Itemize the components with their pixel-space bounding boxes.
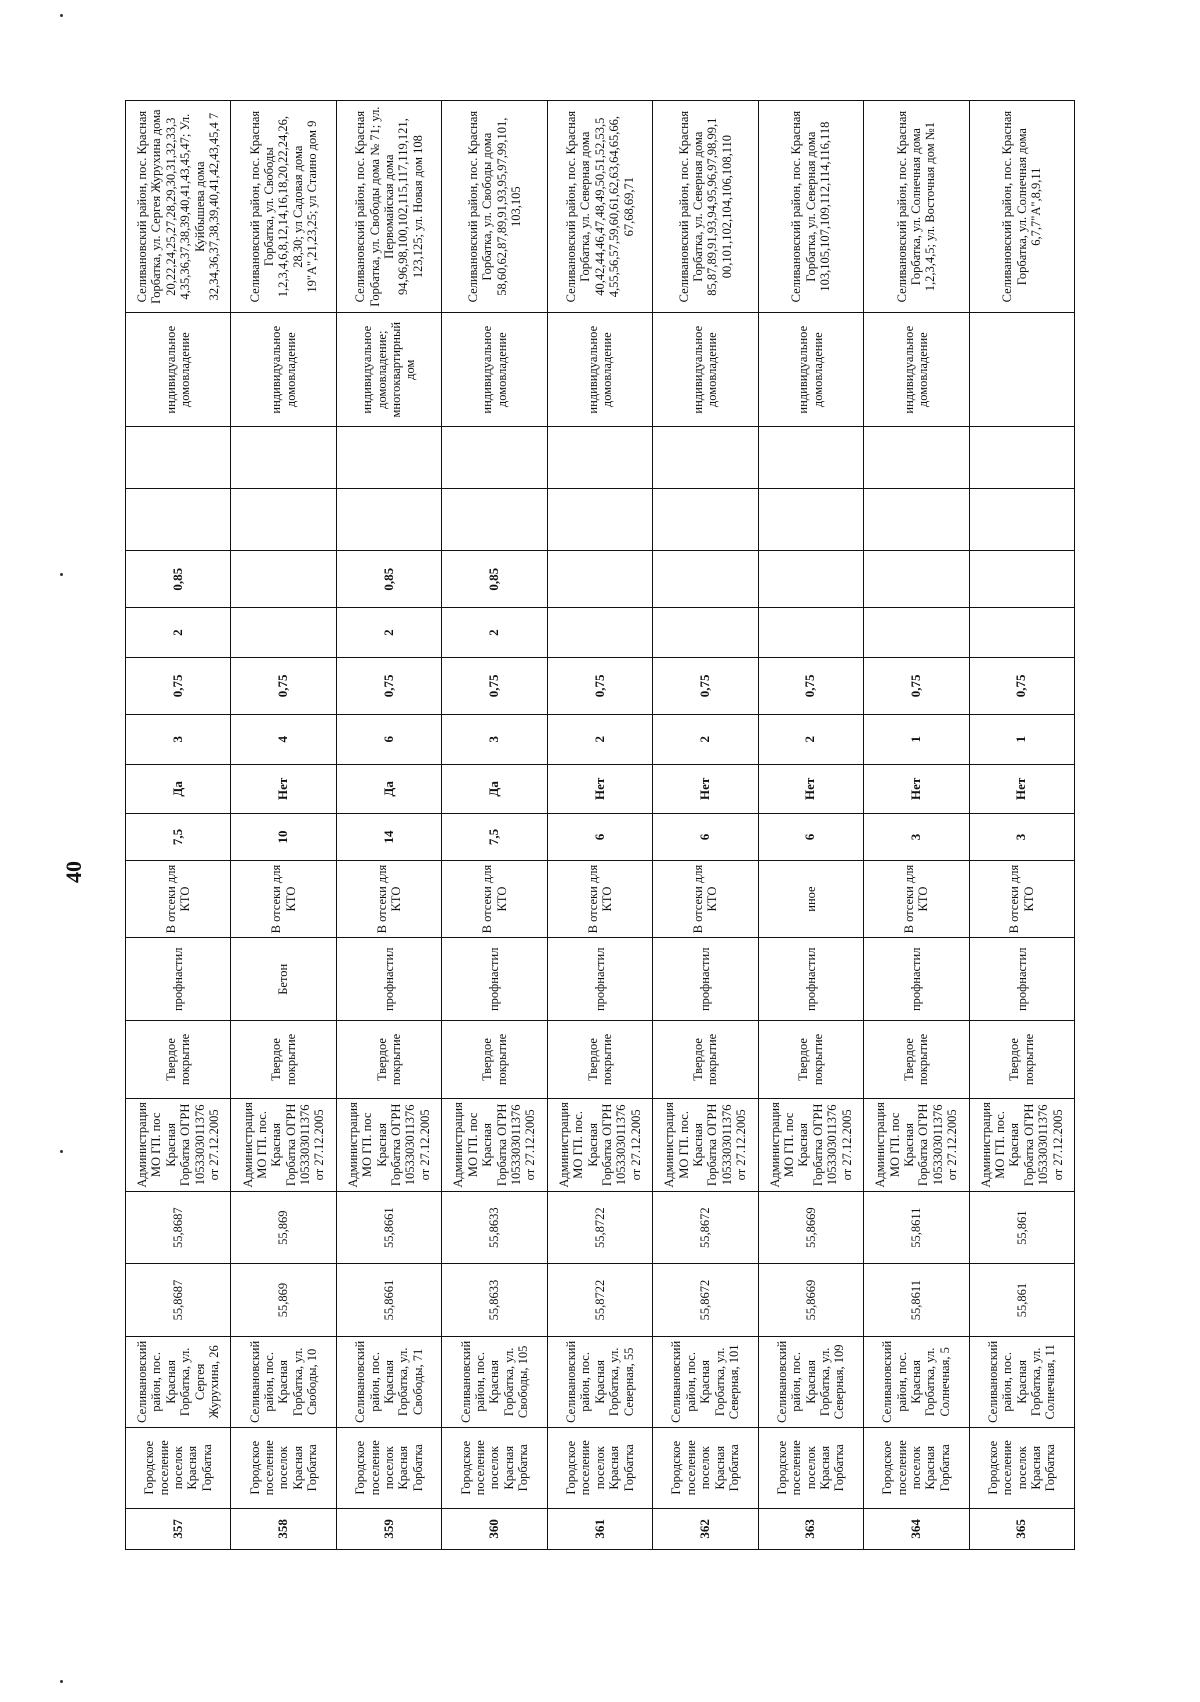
container-count-cell: 6 <box>336 714 441 764</box>
latitude-cell: 55,8611 <box>864 1264 969 1336</box>
planned-volume-cell <box>336 427 441 489</box>
container-volume-2-cell <box>864 551 969 608</box>
canopy-cell: Да <box>126 764 231 814</box>
served-addresses-cell: Селивановский район, пос. Красная Горбатка, ул. Свободы дома № 71; ул. Первомайская дома 94,96,98,100,102,115,117,119,121, 123,125; ул. Новая дом 108 <box>336 101 441 313</box>
planned-count-cell <box>442 489 547 551</box>
surface-cell: Твердое покрытие <box>442 1021 547 1099</box>
owner-cell: Администрация МО ГП. пос Красная Горбатка ОГРН 1053303011376 от 27.12.2005 <box>336 1098 441 1191</box>
location-cell: Селивановский район, пос. Красная Горбатка, ул. Солнечная, 5 <box>864 1336 969 1427</box>
municipality-cell: Городское поселение поселок Красная Горбатка <box>653 1427 758 1508</box>
container-volume-cell: 0,75 <box>336 657 441 714</box>
waste-source-cell: индивидуальное домовладение <box>864 313 969 427</box>
table-row <box>758 101 863 1550</box>
planned-volume-cell <box>231 427 336 489</box>
container-volume-2-cell: 0,85 <box>336 551 441 608</box>
canopy-cell: Нет <box>864 764 969 814</box>
longitude-cell: 55,869 <box>231 1191 336 1263</box>
served-addresses-cell: Селивановский район, пос. Красная Горбатка, ул. Солнечная дома 1,2,3,4,5; ул. Восточная дом №1 <box>864 101 969 313</box>
waste-source-cell <box>969 313 1075 427</box>
area-cell: 7,5 <box>442 814 547 861</box>
scan-speck <box>60 573 63 576</box>
planned-count-cell <box>547 489 652 551</box>
container-count-2-cell <box>864 608 969 658</box>
container-volume-2-cell: 0,85 <box>442 551 547 608</box>
canopy-cell: Да <box>336 764 441 814</box>
container-count-2-cell <box>231 608 336 658</box>
fence-material-cell: профнастил <box>969 938 1075 1021</box>
table-row <box>336 101 441 1550</box>
latitude-cell: 55,8672 <box>653 1264 758 1336</box>
longitude-cell: 55,8611 <box>864 1191 969 1263</box>
area-cell: 6 <box>547 814 652 861</box>
latitude-cell: 55,869 <box>231 1264 336 1336</box>
container-count-2-cell: 2 <box>336 608 441 658</box>
served-addresses-cell: Селивановский район, пос. Красная Горбатка, ул. Свободы дома 58,60,62,87,89,91,93,95,97,99,101, 103,105 <box>442 101 547 313</box>
area-cell: 7,5 <box>126 814 231 861</box>
container-count-cell: 2 <box>547 714 652 764</box>
planned-volume-cell <box>442 427 547 489</box>
planned-count-cell <box>653 489 758 551</box>
owner-cell: Администрация МО ГП. пос. Красная Горбатка ОГРН 1053303011376 от 27.12.2005 <box>653 1098 758 1191</box>
planned-volume-cell <box>547 427 652 489</box>
waste-source-cell: индивидуальное домовладение <box>547 313 652 427</box>
latitude-cell: 55,861 <box>969 1264 1075 1336</box>
scan-speck <box>60 14 63 17</box>
surface-cell: Твердое покрытие <box>969 1021 1075 1099</box>
container-count-2-cell: 2 <box>126 608 231 658</box>
owner-cell: Администрация МО ГП. пос Красная Горбатка ОГРН 1053303011376 от 27.12.2005 <box>442 1098 547 1191</box>
container-volume-cell: 0,75 <box>653 657 758 714</box>
surface-cell: Твердое покрытие <box>231 1021 336 1099</box>
site-type-cell: В отсеки для КТО <box>442 860 547 938</box>
latitude-cell: 55,8722 <box>547 1264 652 1336</box>
site-type-cell: В отсеки для КТО <box>653 860 758 938</box>
owner-cell: Администрация МО ГП. пос Красная Горбатка ОГРН 1053303011376 от 27.12.2005 <box>126 1098 231 1191</box>
surface-cell: Твердое покрытие <box>653 1021 758 1099</box>
scan-speck <box>60 1680 63 1683</box>
table-row <box>969 101 1075 1550</box>
planned-count-cell <box>758 489 863 551</box>
latitude-cell: 55,8661 <box>336 1264 441 1336</box>
municipality-cell: Городское поселение поселок Красная Горбатка <box>126 1427 231 1508</box>
table-row <box>231 101 336 1550</box>
longitude-cell: 55,8722 <box>547 1191 652 1263</box>
site-type-cell: В отсеки для КТО <box>864 860 969 938</box>
fence-material-cell: профнастил <box>442 938 547 1021</box>
municipality-cell: Городское поселение поселок Красная Горбатка <box>969 1427 1075 1508</box>
location-cell: Селивановский район, пос. Красная Горбатка, ул. Сергея Журухина, 26 <box>126 1336 231 1427</box>
container-volume-2-cell <box>547 551 652 608</box>
row-number: 361 <box>547 1508 652 1549</box>
area-cell: 3 <box>969 814 1075 861</box>
longitude-cell: 55,8661 <box>336 1191 441 1263</box>
latitude-cell: 55,8687 <box>126 1264 231 1336</box>
served-addresses-cell: Селивановский район, пос. Красная Горбатка, ул. Сергея Журухина дома 20,22,24,25,27,28,29,30,31,32,33,3 4,35,36,37,38,39,40,41,43,45,47; Ул. Куйбышева дома 32,34,36,37,38,39,40,41,42,43,45,4 7 <box>126 101 231 313</box>
container-count-2-cell <box>758 608 863 658</box>
row-number: 359 <box>336 1508 441 1549</box>
container-volume-cell: 0,75 <box>864 657 969 714</box>
surface-cell: Твердое покрытие <box>126 1021 231 1099</box>
location-cell: Селивановский район, пос. Красная Горбатка, ул. Свободы, 10 <box>231 1336 336 1427</box>
fence-material-cell: Бетон <box>231 938 336 1021</box>
owner-cell: Администрация МО ГП. пос Красная Горбатка ОГРН 1053303011376 от 27.12.2005 <box>864 1098 969 1191</box>
waste-source-cell: индивидуальное домовладение; многоквартирный дом <box>336 313 441 427</box>
container-count-cell: 2 <box>758 714 863 764</box>
surface-cell: Твердое покрытие <box>758 1021 863 1099</box>
waste-source-cell: индивидуальное домовладение <box>653 313 758 427</box>
municipality-cell: Городское поселение поселок Красная Горбатка <box>864 1427 969 1508</box>
owner-cell: Администрация МО ГП. пос. Красная Горбатка ОГРН 1053303011376 от 27.12.2005 <box>969 1098 1075 1191</box>
owner-cell: Администрация МО ГП. пос. Красная Горбатка ОГРН 1053303011376 от 27.12.2005 <box>547 1098 652 1191</box>
scan-speck <box>60 1150 63 1153</box>
site-type-cell: В отсеки для КТО <box>336 860 441 938</box>
surface-cell: Твердое покрытие <box>336 1021 441 1099</box>
container-volume-cell: 0,75 <box>126 657 231 714</box>
planned-volume-cell <box>758 427 863 489</box>
planned-count-cell <box>864 489 969 551</box>
page-number: 40 <box>61 861 86 883</box>
waste-source-cell: индивидуальное домовладение <box>758 313 863 427</box>
container-volume-2-cell <box>653 551 758 608</box>
container-count-2-cell <box>653 608 758 658</box>
latitude-cell: 55,8669 <box>758 1264 863 1336</box>
fence-material-cell: профнастил <box>653 938 758 1021</box>
surface-cell: Твердое покрытие <box>864 1021 969 1099</box>
owner-cell: Администрация МО ГП. пос Красная Горбатка ОГРН 1053303011376 от 27.12.2005 <box>758 1098 863 1191</box>
longitude-cell: 55,8633 <box>442 1191 547 1263</box>
waste-sites-table <box>125 100 1075 1550</box>
table-body <box>126 101 1075 1550</box>
canopy-cell: Нет <box>758 764 863 814</box>
fence-material-cell: профнастил <box>336 938 441 1021</box>
surface-cell: Твердое покрытие <box>547 1021 652 1099</box>
fence-material-cell: профнастил <box>864 938 969 1021</box>
planned-count-cell <box>126 489 231 551</box>
served-addresses-cell: Селивановский район, пос. Красная Горбатка, ул. Солнечная дома 6,7,7"А",8,9,11 <box>969 101 1075 313</box>
planned-volume-cell <box>126 427 231 489</box>
table-row <box>547 101 652 1550</box>
area-cell: 3 <box>864 814 969 861</box>
served-addresses-cell: Селивановский район, пос. Красная Горбатка, ул. Свободы 1,2,3,4,6,8,12,14,16,18,20,22,24,26, 28,30; ул Садовая дома 19"А",21,23,25; ул Стаино дом 9 <box>231 101 336 313</box>
table-row <box>653 101 758 1550</box>
container-count-2-cell <box>969 608 1075 658</box>
area-cell: 14 <box>336 814 441 861</box>
planned-volume-cell <box>653 427 758 489</box>
table-row <box>442 101 547 1550</box>
longitude-cell: 55,8687 <box>126 1191 231 1263</box>
container-volume-cell: 0,75 <box>547 657 652 714</box>
site-type-cell: В отсеки для КТО <box>547 860 652 938</box>
table-row <box>864 101 969 1550</box>
rotated-table-wrapper <box>125 100 1075 1550</box>
row-number: 357 <box>126 1508 231 1549</box>
location-cell: Селивановский район, пос. Красная Горбатка, ул. Северная, 55 <box>547 1336 652 1427</box>
row-number: 360 <box>442 1508 547 1549</box>
municipality-cell: Городское поселение поселок Красная Горбатка <box>336 1427 441 1508</box>
location-cell: Селивановский район, пос. Красная Горбатка, ул. Северная, 101 <box>653 1336 758 1427</box>
container-count-cell: 4 <box>231 714 336 764</box>
container-count-cell: 3 <box>442 714 547 764</box>
container-count-cell: 1 <box>969 714 1075 764</box>
served-addresses-cell: Селивановский район, пос. Красная Горбатка, ул. Северная дома 85,87,89,91,93,94,95,96,97,98,99,1 00,101,102,104,106,108,110 <box>653 101 758 313</box>
area-cell: 6 <box>653 814 758 861</box>
site-type-cell: В отсеки для КТО <box>969 860 1075 938</box>
canopy-cell: Нет <box>231 764 336 814</box>
fence-material-cell: профнастил <box>758 938 863 1021</box>
row-number: 364 <box>864 1508 969 1549</box>
row-number: 365 <box>969 1508 1075 1549</box>
row-number: 358 <box>231 1508 336 1549</box>
container-volume-2-cell <box>758 551 863 608</box>
location-cell: Селивановский район, пос. Красная Горбатка, ул. Свободы, 71 <box>336 1336 441 1427</box>
longitude-cell: 55,8672 <box>653 1191 758 1263</box>
location-cell: Селивановский район, пос. Красная Горбатка, ул. Северная, 109 <box>758 1336 863 1427</box>
container-count-cell: 1 <box>864 714 969 764</box>
table-row <box>126 101 231 1550</box>
row-number: 363 <box>758 1508 863 1549</box>
served-addresses-cell: Селивановский район, пос. Красная Горбатка, ул. Северная дома 103,105,107,109,112,114,116,118 <box>758 101 863 313</box>
planned-volume-cell <box>864 427 969 489</box>
longitude-cell: 55,8669 <box>758 1191 863 1263</box>
municipality-cell: Городское поселение поселок Красная Горбатка <box>442 1427 547 1508</box>
container-count-2-cell <box>547 608 652 658</box>
container-volume-cell: 0,75 <box>442 657 547 714</box>
container-count-cell: 2 <box>653 714 758 764</box>
area-cell: 6 <box>758 814 863 861</box>
municipality-cell: Городское поселение поселок Красная Горбатка <box>231 1427 336 1508</box>
municipality-cell: Городское поселение поселок Красная Горбатка <box>547 1427 652 1508</box>
location-cell: Селивановский район, пос. Красная Горбатка, ул. Свободы, 105 <box>442 1336 547 1427</box>
fence-material-cell: профнастил <box>126 938 231 1021</box>
container-volume-cell: 0,75 <box>231 657 336 714</box>
container-volume-2-cell: 0,85 <box>126 551 231 608</box>
owner-cell: Администрация МО ГП. пос. Красная Горбатка ОГРН 1053303011376 от 27.12.2005 <box>231 1098 336 1191</box>
site-type-cell: иное <box>758 860 863 938</box>
container-volume-2-cell <box>231 551 336 608</box>
location-cell: Селивановский район, пос. Красная Горбатка, ул. Солнечная, 11 <box>969 1336 1075 1427</box>
canopy-cell: Нет <box>653 764 758 814</box>
canopy-cell: Нет <box>969 764 1075 814</box>
container-volume-2-cell <box>969 551 1075 608</box>
latitude-cell: 55,8633 <box>442 1264 547 1336</box>
planned-count-cell <box>969 489 1075 551</box>
container-volume-cell: 0,75 <box>969 657 1075 714</box>
container-volume-cell: 0,75 <box>758 657 863 714</box>
site-type-cell: В отсеки для КТО <box>231 860 336 938</box>
site-type-cell: В отсеки для КТО <box>126 860 231 938</box>
waste-source-cell: индивидуальное домовладение <box>231 313 336 427</box>
municipality-cell: Городское поселение поселок Красная Горбатка <box>758 1427 863 1508</box>
row-number: 362 <box>653 1508 758 1549</box>
area-cell: 10 <box>231 814 336 861</box>
served-addresses-cell: Селивановский район, пос. Красная Горбатка, ул. Северная дома 40,42,44,46,47,48,49,50,51,52,53,5 4,55,56,57,59,60,61,62,63,64,65,66, 67,68,69,71 <box>547 101 652 313</box>
waste-source-cell: индивидуальное домовладение <box>126 313 231 427</box>
planned-volume-cell <box>969 427 1075 489</box>
canopy-cell: Да <box>442 764 547 814</box>
canopy-cell: Нет <box>547 764 652 814</box>
longitude-cell: 55,861 <box>969 1191 1075 1263</box>
container-count-cell: 3 <box>126 714 231 764</box>
planned-count-cell <box>231 489 336 551</box>
fence-material-cell: профнастил <box>547 938 652 1021</box>
planned-count-cell <box>336 489 441 551</box>
waste-source-cell: индивидуальное домовладение <box>442 313 547 427</box>
container-count-2-cell: 2 <box>442 608 547 658</box>
